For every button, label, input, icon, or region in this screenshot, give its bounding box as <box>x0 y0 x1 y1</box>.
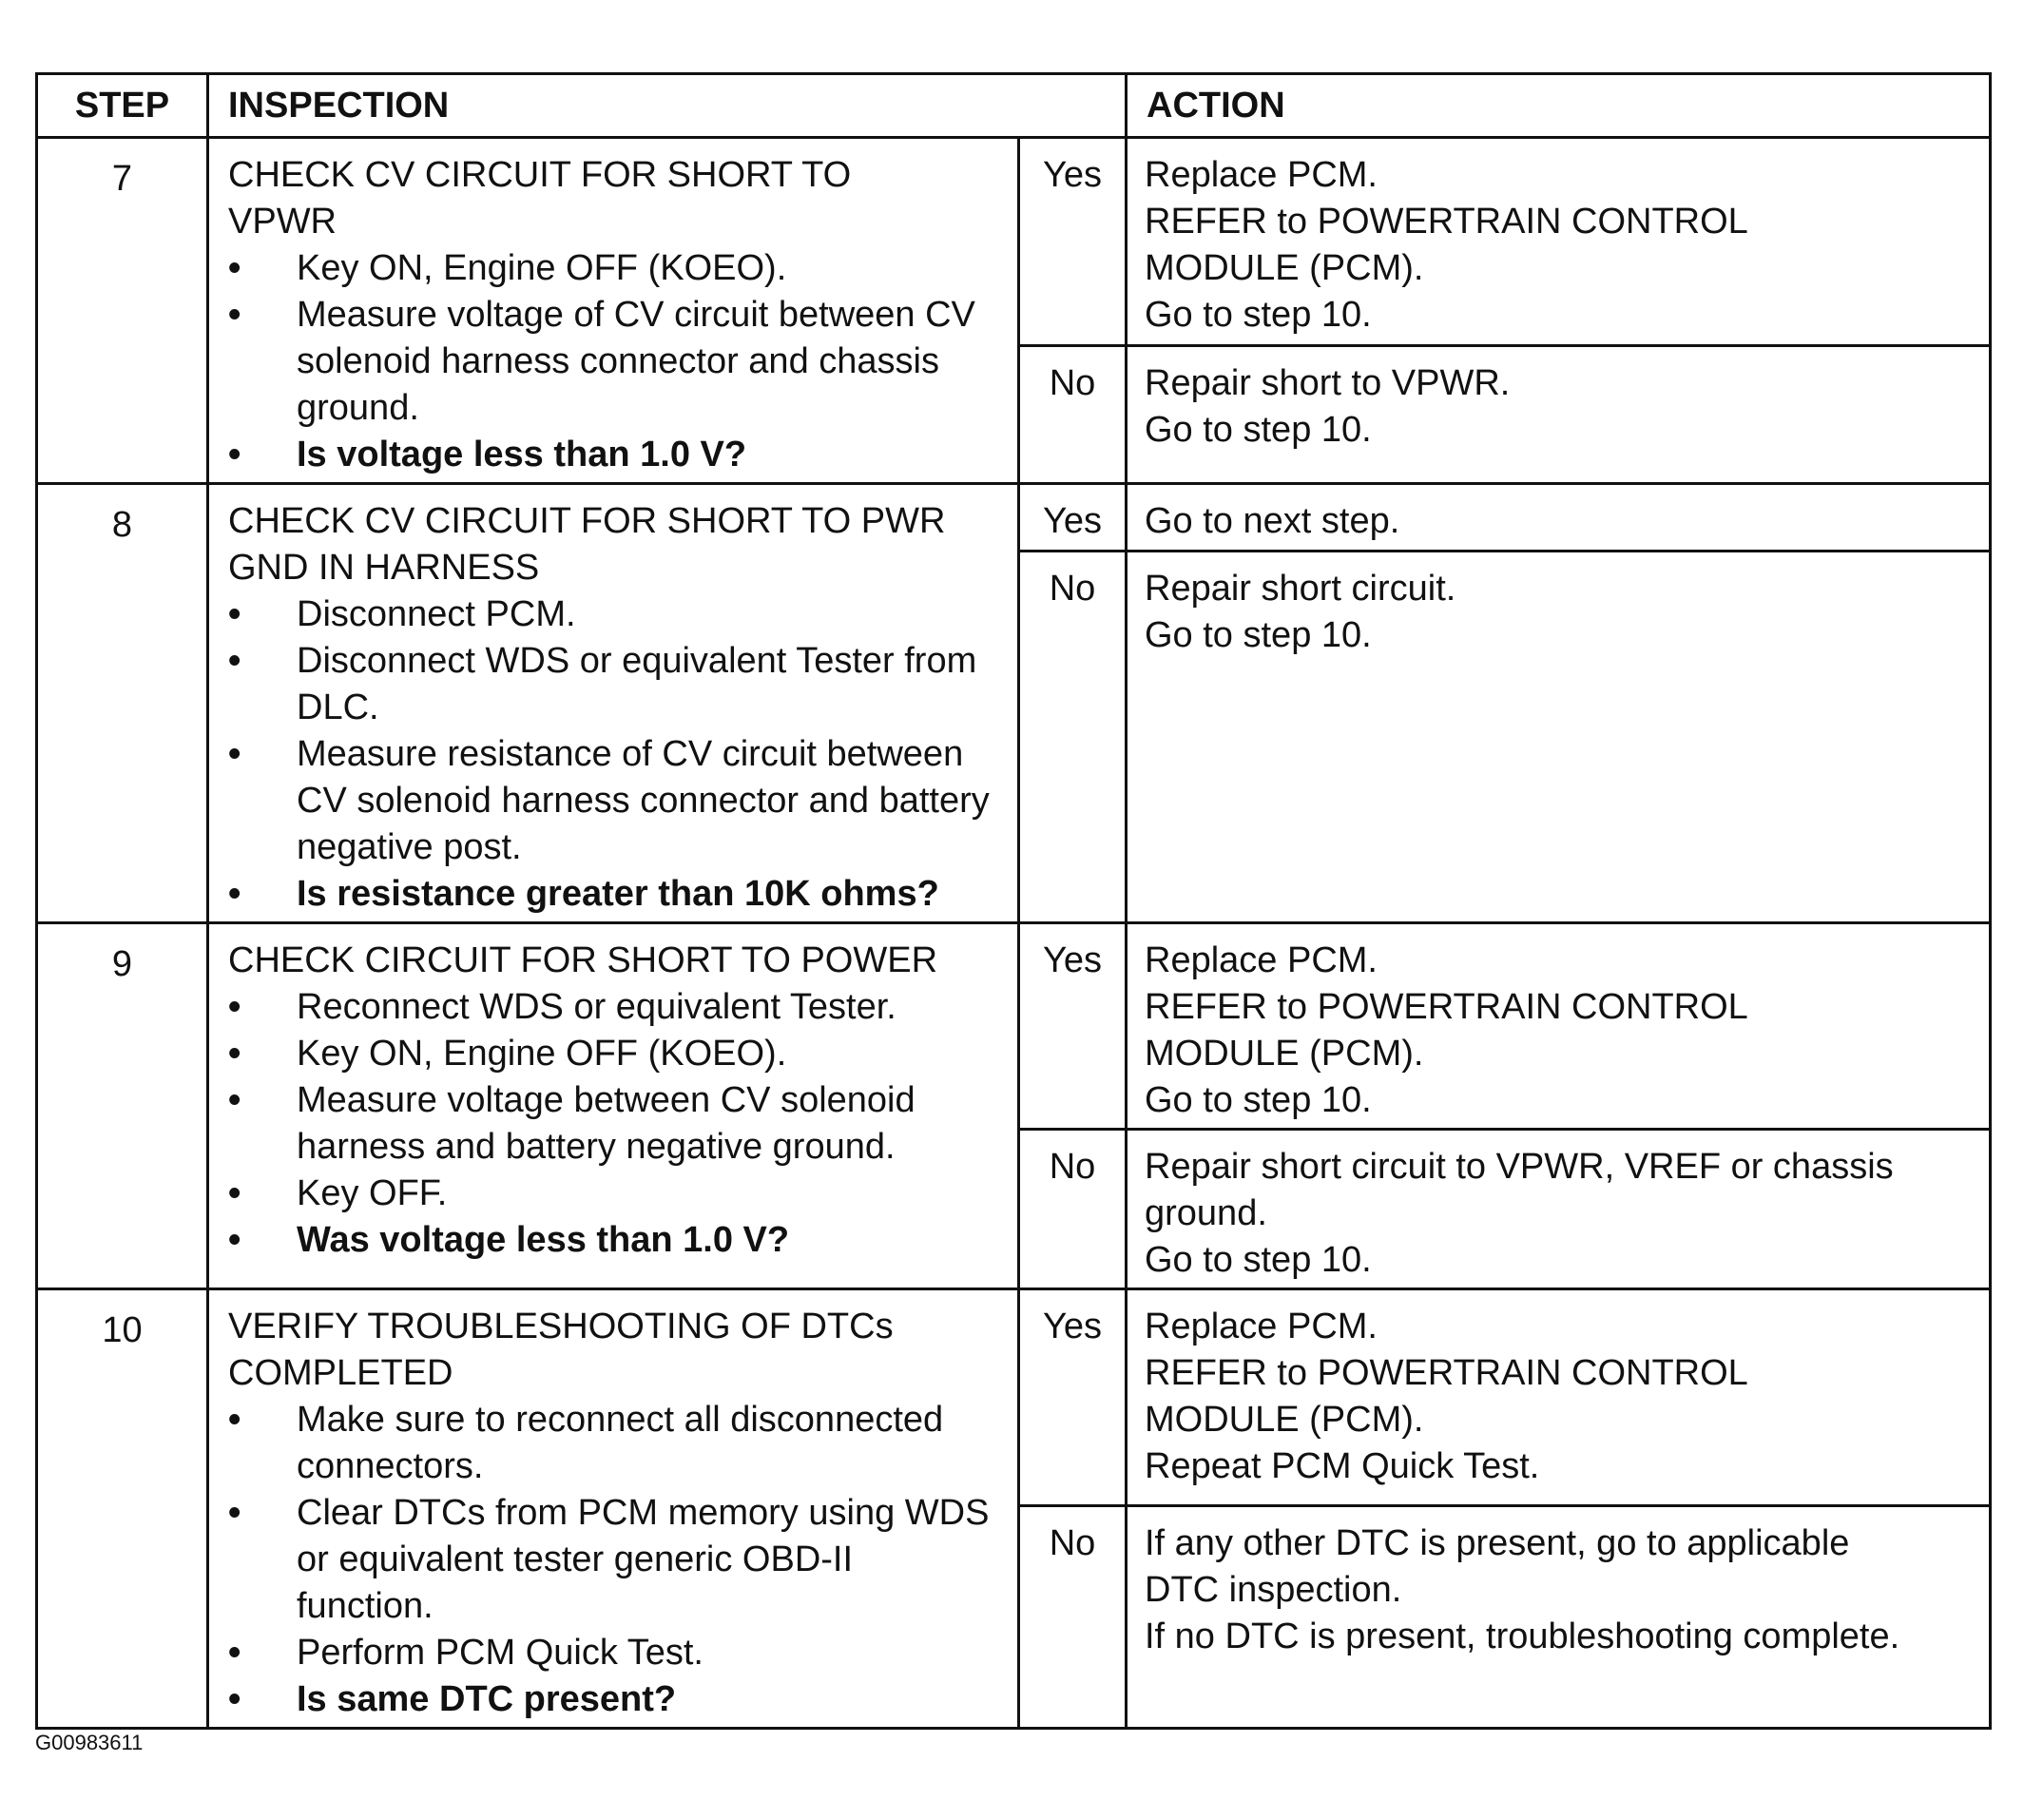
no-label: No <box>1019 345 1127 483</box>
inspection-bullet: • Disconnect WDS or equivalent Tester from DLC. <box>228 638 998 731</box>
inspection-bullet: • Reconnect WDS or equivalent Tester. <box>228 984 998 1031</box>
no-action-cell <box>1127 345 1991 483</box>
yes-action-cell <box>1127 484 1991 552</box>
inspection-bullet: • Make sure to reconnect all disconnected connectors. <box>228 1397 998 1490</box>
inspection-bullet: • Measure voltage between CV solenoid harness and battery negative ground. <box>228 1077 998 1171</box>
action-line: REFER to POWERTRAIN CONTROL <box>1145 202 1748 242</box>
table-row <box>37 1289 1991 1506</box>
step-number: 8 <box>37 484 208 923</box>
inspection-question: • Is voltage less than 1.0 V? <box>228 432 998 478</box>
inspection-title: COMPLETED <box>228 1353 453 1393</box>
yes-action-cell <box>1127 923 1991 1130</box>
step-number: 7 <box>37 138 208 484</box>
action-line: Repair short circuit to VPWR, VREF or chassis <box>1145 1147 1894 1187</box>
action-line: Go to step 10. <box>1145 1080 1372 1120</box>
diagnostic-table <box>35 72 1992 1730</box>
action-line: Go to step 10. <box>1145 614 1372 655</box>
action-line: Go to step 10. <box>1145 295 1372 335</box>
inspection-bullet: • Perform PCM Quick Test. <box>228 1630 998 1676</box>
header-action: ACTION <box>1127 74 1991 138</box>
action-line: Replace PCM. <box>1145 1307 1378 1346</box>
inspection-question: • Was voltage less than 1.0 V? <box>228 1217 998 1264</box>
action-line: Go to next step. <box>1145 501 1400 541</box>
inspection-bullets <box>228 591 998 918</box>
no-label: No <box>1019 551 1127 922</box>
inspection-bullet: • Key OFF. <box>228 1171 998 1217</box>
action-line: If no DTC is present, troubleshooting complete. <box>1145 1617 1900 1657</box>
inspection-bullet: • Disconnect PCM. <box>228 591 998 638</box>
inspection-title: GND IN HARNESS <box>228 548 540 588</box>
inspection-cell <box>208 138 1019 484</box>
inspection-cell <box>208 484 1019 923</box>
yes-action-cell <box>1127 1289 1991 1506</box>
action-line: Repair short to VPWR. <box>1145 362 1511 403</box>
action-line: If any other DTC is present, go to applicable <box>1145 1523 1850 1564</box>
inspection-title: VERIFY TROUBLESHOOTING OF DTCs <box>228 1307 894 1346</box>
no-action-cell <box>1127 551 1991 922</box>
action-line: REFER to POWERTRAIN CONTROL <box>1145 1353 1748 1393</box>
inspection-title: VPWR <box>228 202 337 242</box>
action-line: Go to step 10. <box>1145 1240 1372 1280</box>
no-action-cell <box>1127 1506 1991 1729</box>
action-line: MODULE (PCM). <box>1145 1400 1424 1440</box>
inspection-bullet: • Key ON, Engine OFF (KOEO). <box>228 245 998 292</box>
no-label: No <box>1019 1130 1127 1289</box>
action-line: Go to step 10. <box>1145 409 1372 450</box>
inspection-cell <box>208 1289 1019 1729</box>
inspection-bullet: • Key ON, Engine OFF (KOEO). <box>228 1031 998 1077</box>
step-number: 9 <box>37 923 208 1289</box>
inspection-title: CHECK CV CIRCUIT FOR SHORT TO PWR <box>228 501 946 541</box>
action-line: Replace PCM. <box>1145 940 1378 980</box>
action-line: Replace PCM. <box>1145 155 1378 195</box>
header-row <box>37 74 1991 138</box>
yes-action-cell <box>1127 138 1991 346</box>
inspection-bullet: • Clear DTCs from PCM memory using WDS or equivalent tester generic OBD-II function. <box>228 1490 998 1630</box>
header-step: STEP <box>37 74 208 138</box>
table-row <box>37 923 1991 1130</box>
header-inspection: INSPECTION <box>208 74 1127 138</box>
figure-id: G00983611 <box>35 1731 144 1754</box>
yes-label: Yes <box>1019 1289 1127 1506</box>
action-line: MODULE (PCM). <box>1145 1034 1424 1074</box>
inspection-title: CHECK CIRCUIT FOR SHORT TO POWER <box>228 940 938 980</box>
no-label: No <box>1019 1506 1127 1729</box>
inspection-bullet: • Measure resistance of CV circuit between CV solenoid harness connector and battery negative post. <box>228 731 998 871</box>
action-line: Repair short circuit. <box>1145 568 1456 609</box>
inspection-cell <box>208 923 1019 1289</box>
action-line: Repeat PCM Quick Test. <box>1145 1446 1540 1486</box>
action-line: REFER to POWERTRAIN CONTROL <box>1145 987 1748 1027</box>
inspection-question: • Is resistance greater than 10K ohms? <box>228 871 998 918</box>
table-body <box>37 138 1991 1729</box>
inspection-bullets <box>228 1397 998 1723</box>
inspection-bullet: • Measure voltage of CV circuit between CV solenoid harness connector and chassis ground. <box>228 292 998 432</box>
yes-label: Yes <box>1019 138 1127 346</box>
table-row <box>37 138 1991 346</box>
no-action-cell <box>1127 1130 1991 1289</box>
yes-label: Yes <box>1019 923 1127 1130</box>
action-line: ground. <box>1145 1193 1267 1233</box>
action-line: MODULE (PCM). <box>1145 248 1424 288</box>
table-row <box>37 484 1991 552</box>
action-line: DTC inspection. <box>1145 1570 1402 1611</box>
step-number: 10 <box>37 1289 208 1729</box>
yes-label: Yes <box>1019 484 1127 552</box>
inspection-question: • Is same DTC present? <box>228 1676 998 1723</box>
inspection-title: CHECK CV CIRCUIT FOR SHORT TO <box>228 155 852 195</box>
inspection-bullets <box>228 245 998 478</box>
inspection-bullets <box>228 984 998 1264</box>
